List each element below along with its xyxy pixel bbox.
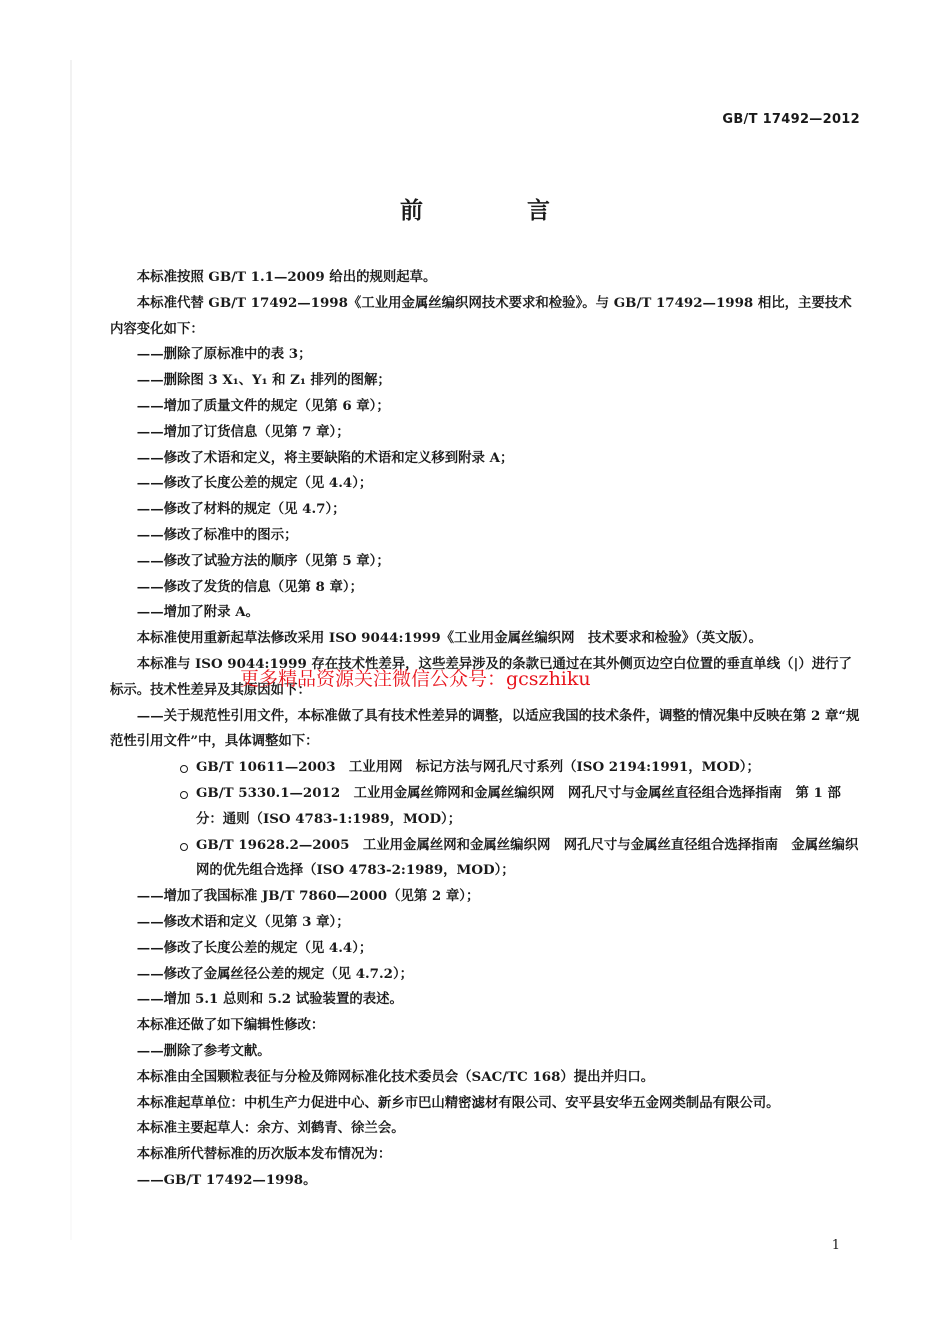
bullet-item [110, 781, 862, 833]
change-item: ——删除图 3 X₁、Y₁ 和 Z₁ 排列的图解； [136, 372, 391, 389]
bullet-text: GB/T 10611—2003 工业用网 标记方法与网孔尺寸系列（ISO 2194:1991，MOD）； [196, 759, 760, 776]
change-item: ——增加了订货信息（见第 7 章）； [136, 423, 350, 440]
standard-code: GB/T 17492—2012 [722, 112, 860, 127]
change-item: ——删除了原标准中的表 3； [136, 346, 312, 363]
paragraph: 本标准主要起草人：余方、刘鹤青、徐兰会。 [136, 1120, 405, 1137]
paragraph: 本标准由全国颗粒表征与分检及筛网标准化技术委员会（SAC/TC 168）提出并归口。 [136, 1068, 655, 1085]
bullet-circle-icon [180, 843, 188, 851]
bullet-text: GB/T 19628.2—2005 工业用金属丝网和金属丝编织网 网孔尺寸与金属丝直径组合选择指南 金属丝编织网的优先组合选择（ISO 4783-2:1989，MOD）； [196, 836, 859, 879]
watermark-text: 更多精品资源关注微信公众号：gcszhiku [240, 668, 591, 690]
change-item: ——修改了金属丝径公差的规定（见 4.7.2）； [136, 965, 414, 982]
change-item: ——修改了试验方法的顺序（见第 5 章）； [136, 552, 390, 569]
page-title: 前 言 [399, 197, 598, 224]
bullet-item [110, 755, 862, 781]
change-item: ——增加了质量文件的规定（见第 6 章）； [136, 397, 390, 414]
paragraph: 本标准使用重新起草法修改采用 ISO 9044:1999《工业用金属丝编织网 技术要求和检验》（英文版）。 [136, 630, 763, 647]
change-item: ——修改了材料的规定（见 4.7）； [136, 501, 346, 518]
change-item: ——修改了长度公差的规定（见 4.4）； [136, 939, 373, 956]
paragraph: 本标准起草单位：中机生产力促进中心、新乡市巴山精密滤材有限公司、安平县安华五金网类制品有限公司。 [136, 1094, 780, 1111]
bullet-item [110, 833, 862, 885]
scan-edge-shadow [70, 60, 72, 1240]
change-item: ——删除了参考文献。 [136, 1042, 271, 1059]
paragraph: 本标准与 ISO 9044:1999 存在技术性差异，这些差异涉及的条款已通过在其外侧页边空白位置的垂直单线（|）进行了标示。技术性差异及其原因如下： [110, 655, 852, 698]
change-item: ——修改了长度公差的规定（见 4.4）； [136, 475, 373, 492]
paragraph: 本标准按照 GB/T 1.1—2009 给出的规则起草。 [136, 269, 437, 285]
change-item: ——修改了术语和定义，将主要缺陷的术语和定义移到附录 A； [136, 449, 514, 466]
change-item: ——增加了我国标准 JB/T 7860—2000（见第 2 章）； [136, 888, 480, 905]
change-item: ——修改术语和定义（见第 3 章）； [136, 913, 350, 930]
preface-body [110, 265, 862, 1194]
paragraph: 本标准所代替标准的历次版本发布情况为： [136, 1146, 392, 1163]
bullet-circle-icon [180, 791, 188, 799]
change-item: ——修改了发货的信息（见第 8 章）； [136, 578, 363, 595]
change-item: ——关于规范性引用文件，本标准做了具有技术性差异的调整，以适应我国的技术条件，调整的情况集中反映在第 2 章“规范性引用文件”中，具体调整如下： [110, 707, 860, 750]
page-number: 1 [831, 1238, 840, 1253]
change-item: ——GB/T 17492—1998。 [136, 1171, 317, 1188]
paragraph: 本标准还做了如下编辑性修改： [136, 1017, 325, 1034]
change-item: ——增加了附录 A。 [136, 604, 259, 621]
bullet-text: GB/T 5330.1—2012 工业用金属丝筛网和金属丝编织网 网孔尺寸与金属丝直径组合选择指南 第 1 部分：通则（ISO 4783-1:1989，MOD）； [196, 784, 841, 827]
paragraph: 本标准代替 GB/T 17492—1998《工业用金属丝编织网技术要求和检验》。与 GB/T 17492—1998 相比，主要技术内容变化如下： [110, 294, 852, 337]
change-item: ——修改了标准中的图示； [136, 526, 298, 543]
bullet-circle-icon [180, 765, 188, 773]
change-item: ——增加 5.1 总则和 5.2 试验装置的表述。 [136, 991, 403, 1008]
